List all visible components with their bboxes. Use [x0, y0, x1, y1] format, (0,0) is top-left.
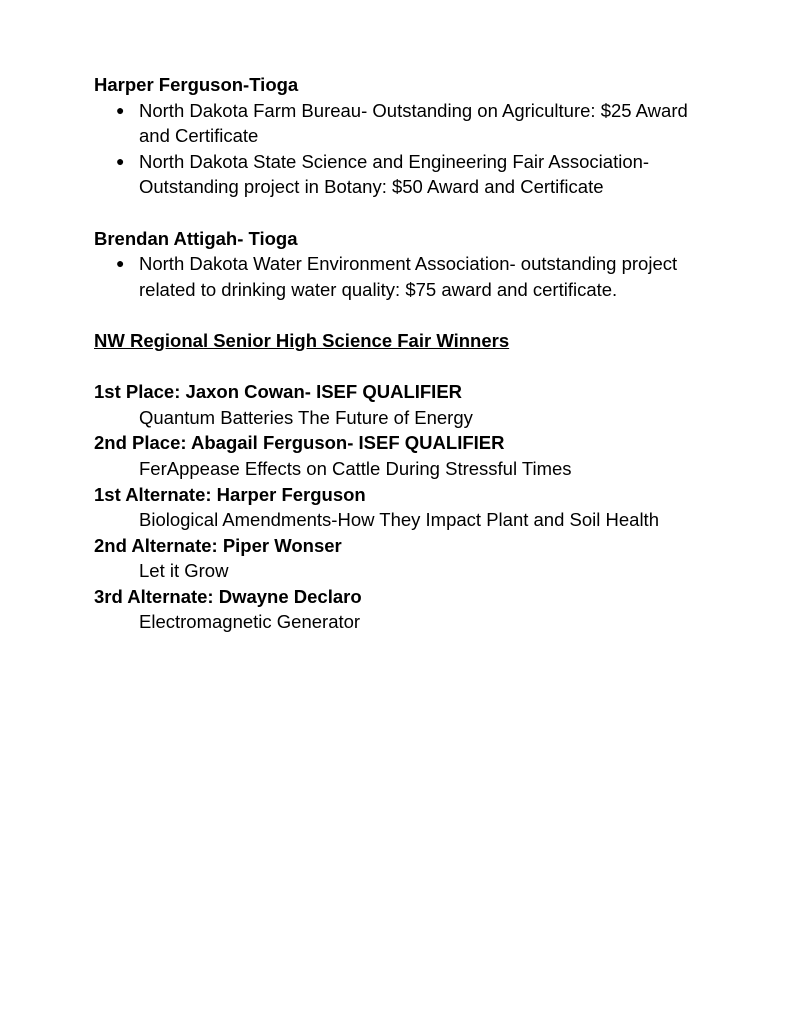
- winner-placement: 3rd Alternate: Dwayne Declaro: [94, 585, 362, 607]
- student-block: [94, 226, 714, 303]
- award-list: [94, 251, 714, 302]
- winner-entry: [94, 379, 714, 430]
- winners-list: [94, 379, 714, 635]
- spacer: [94, 302, 714, 328]
- award-item: [94, 149, 714, 200]
- document-page: [94, 72, 714, 635]
- bullet-icon: ●: [116, 255, 125, 272]
- winner-project: FerAppease Effects on Cattle During Stressful Times: [139, 457, 572, 479]
- winner-project: Electromagnetic Generator: [139, 611, 361, 633]
- award-item: [94, 251, 714, 302]
- winner-entry: [94, 584, 714, 635]
- student-heading: Brendan Attigah- Tioga: [94, 227, 298, 249]
- section-title: NW Regional Senior High Science Fair Winners: [94, 329, 510, 351]
- bullet-icon: ●: [116, 101, 125, 118]
- student-heading: Harper Ferguson-Tioga: [94, 74, 299, 95]
- winner-project: Biological Amendments-How They Impact Plant and Soil Health: [139, 509, 659, 531]
- award-text: North Dakota State Science and Engineering Fair Association- Outstanding project in Botany: $50 Award and Certificate: [139, 150, 650, 198]
- winner-entry: [94, 533, 714, 584]
- winner-entry: [94, 482, 714, 533]
- winner-entry: [94, 430, 714, 481]
- award-text: North Dakota Water Environment Association- outstanding project related to drinking water quality: $75 award and certificate.: [139, 253, 678, 300]
- award-list: [94, 98, 714, 200]
- winner-placement: 1st Place: Jaxon Cowan- ISEF QUALIFIER: [94, 381, 463, 403]
- spacer: [94, 200, 714, 226]
- winner-project: Quantum Batteries The Future of Energy: [139, 406, 473, 428]
- award-item: [94, 98, 714, 149]
- winner-placement: 2nd Place: Abagail Ferguson- ISEF QUALIFIER: [94, 432, 505, 454]
- spacer: [94, 354, 714, 380]
- student-block: [94, 72, 714, 200]
- bullet-icon: ●: [116, 152, 125, 169]
- winner-placement: 1st Alternate: Harper Ferguson: [94, 483, 366, 505]
- winner-project: Let it Grow: [139, 560, 229, 582]
- winner-placement: 2nd Alternate: Piper Wonser: [94, 534, 342, 556]
- award-text: North Dakota Farm Bureau- Outstanding on Agriculture: $25 Award and Certificate: [139, 99, 688, 147]
